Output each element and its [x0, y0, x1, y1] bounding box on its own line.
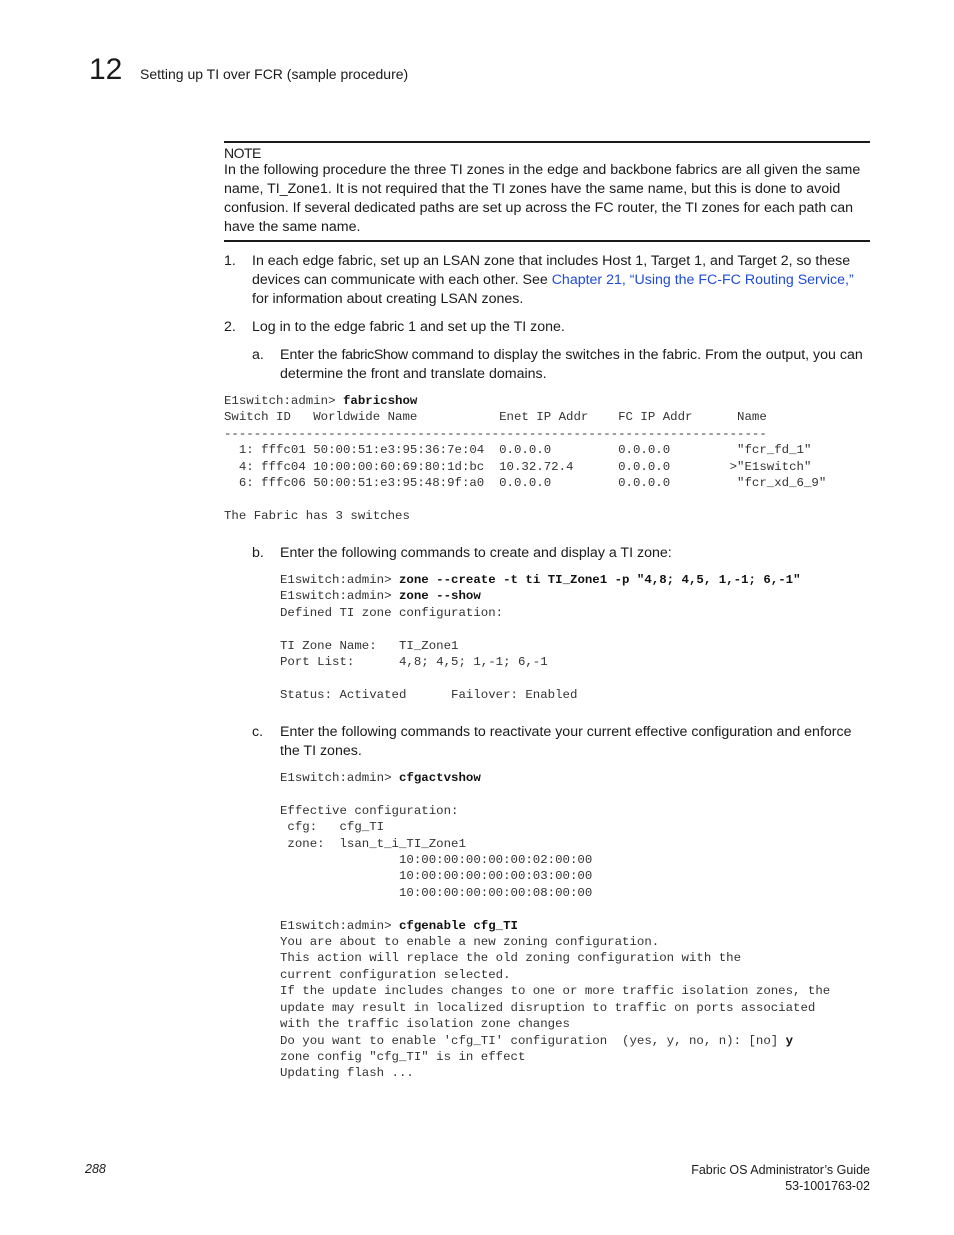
code-confirm-prompt: Do you want to enable 'cfg_TI' configuration (yes, y, no, n): [no] [280, 1033, 786, 1048]
code-confirm-answer: y [785, 1033, 794, 1048]
step-1-text-after: for information about creating LSAN zones. [252, 291, 524, 307]
step-1-text [252, 252, 872, 309]
code-output-line: Port List: 4,8; 4,5; 1,-1; 6,-1 [280, 655, 548, 670]
substep-a-text-before: Enter the [280, 347, 342, 363]
code-block-cfgenable [280, 770, 830, 1082]
substep-a-text [280, 346, 872, 384]
step-2-text: Log in to the edge fabric 1 and set up the TI zone. [252, 319, 565, 335]
code-command: zone --show [398, 589, 481, 604]
guide-title: Fabric OS Administrator’s Guide [691, 1163, 870, 1177]
step-1-marker: 1. [224, 253, 236, 269]
substep-c-text: Enter the following commands to reactivate your current effective configuration and enforce the TI zones. [280, 724, 852, 759]
code-output-line: 10:00:00:00:00:00:08:00:00 [280, 885, 593, 900]
code-block-fabricshow [224, 393, 826, 524]
note-top-rule [224, 141, 870, 143]
code-output-line: Updating flash ... [280, 1066, 414, 1081]
code-prompt: E1switch:admin> [280, 918, 399, 933]
substep-b-text: Enter the following commands to create and display a TI zone: [280, 545, 672, 561]
code-output-line: This action will replace the old zoning configuration with the [280, 951, 742, 966]
step-2-marker: 2. [224, 319, 236, 335]
code-output-line: Defined TI zone configuration: [280, 605, 504, 620]
code-command: fabricshow [342, 394, 418, 408]
code-output-line: update may result in localized disruption to traffic on ports associated [280, 1000, 816, 1015]
code-output-line: with the traffic isolation zone changes [280, 1017, 570, 1032]
substep-a-marker: a. [252, 347, 264, 363]
code-output-line: 10:00:00:00:00:00:03:00:00 [280, 869, 593, 884]
code-prompt: E1switch:admin> [280, 771, 399, 785]
code-command: cfgactvshow [398, 771, 481, 785]
fabricshow-command-name: fabricShow [341, 347, 408, 363]
code-output-line: The Fabric has 3 switches [224, 508, 410, 523]
code-output-line: 4: fffc04 10:00:00:60:69:80:1d:bc 10.32.72.4 0.0.0.0 >"E1switch" [224, 459, 812, 474]
code-output-header: Switch ID Worldwide Name Enet IP Addr FC IP Addr Name [224, 410, 767, 425]
code-prompt: E1switch:admin> [224, 394, 343, 408]
code-output-line: You are about to enable a new zoning configuration. [280, 935, 660, 950]
chapter-21-link[interactable]: Chapter 21, “Using the FC-FC Routing Service,” [551, 272, 854, 288]
code-output-line: 6: fffc06 50:00:51:e3:95:48:9f:a0 0.0.0.0 0.0.0.0 "fcr_xd_6_9" [224, 476, 827, 491]
doc-number: 53-1001763-02 [785, 1179, 870, 1193]
code-block-zone-create [280, 572, 801, 703]
step-1-text-before: In each edge fabric, set up an LSAN zone that includes Host 1, Target 1, and Target 2, so these devices can communicate with each other. See [252, 253, 851, 288]
substep-b-marker: b. [252, 545, 264, 561]
code-output-divider: ------------------------------------------------------------------------- [224, 426, 767, 441]
code-output-line: If the update includes changes to one or more traffic isolation zones, the [280, 984, 831, 999]
code-output-line: Status: Activated Failover: Enabled [280, 687, 578, 702]
code-prompt: E1switch:admin> [280, 573, 399, 587]
code-output-line: zone config "cfg_TI" is in effect [280, 1049, 526, 1064]
note-bottom-rule [224, 240, 870, 242]
code-command: zone --create -t ti TI_Zone1 -p "4,8; 4,5, 1,-1; 6,-1" [398, 573, 801, 587]
footer-doc-info [691, 1162, 870, 1194]
chapter-number: 12 [89, 53, 123, 86]
code-command: cfgenable cfg_TI [398, 918, 518, 933]
note-text: In the following procedure the three TI zones in the edge and backbone fabrics are all given the same name, TI_Zone1. It is not required that the TI zones have the same name, but this is done to avoid confusion. If several dedicated paths are set up across the FC router, the TI zones for each path can have the same name. [224, 162, 861, 235]
page-number: 288 [85, 1162, 106, 1176]
code-prompt: E1switch:admin> [280, 589, 399, 604]
code-output-line: current configuration selected. [280, 967, 511, 982]
code-output-line: zone: lsan_t_i_TI_Zone1 [280, 836, 466, 851]
chapter-title: Setting up TI over FCR (sample procedure) [140, 66, 409, 82]
substep-c-marker: c. [252, 724, 264, 740]
code-output-line: cfg: cfg_TI [280, 820, 385, 835]
code-output-line: Effective configuration: [280, 803, 459, 818]
code-output-line: TI Zone Name: TI_Zone1 [280, 638, 459, 653]
code-output-line: 1: fffc01 50:00:51:e3:95:36:7e:04 0.0.0.0 0.0.0.0 "fcr_fd_1" [224, 443, 812, 458]
code-output-line: 10:00:00:00:00:00:02:00:00 [280, 853, 593, 868]
note-label: NOTE [224, 145, 261, 161]
substep-a-text-after: command to display the switches in the fabric. From the output, you can determine the front and translate domains. [280, 347, 863, 382]
